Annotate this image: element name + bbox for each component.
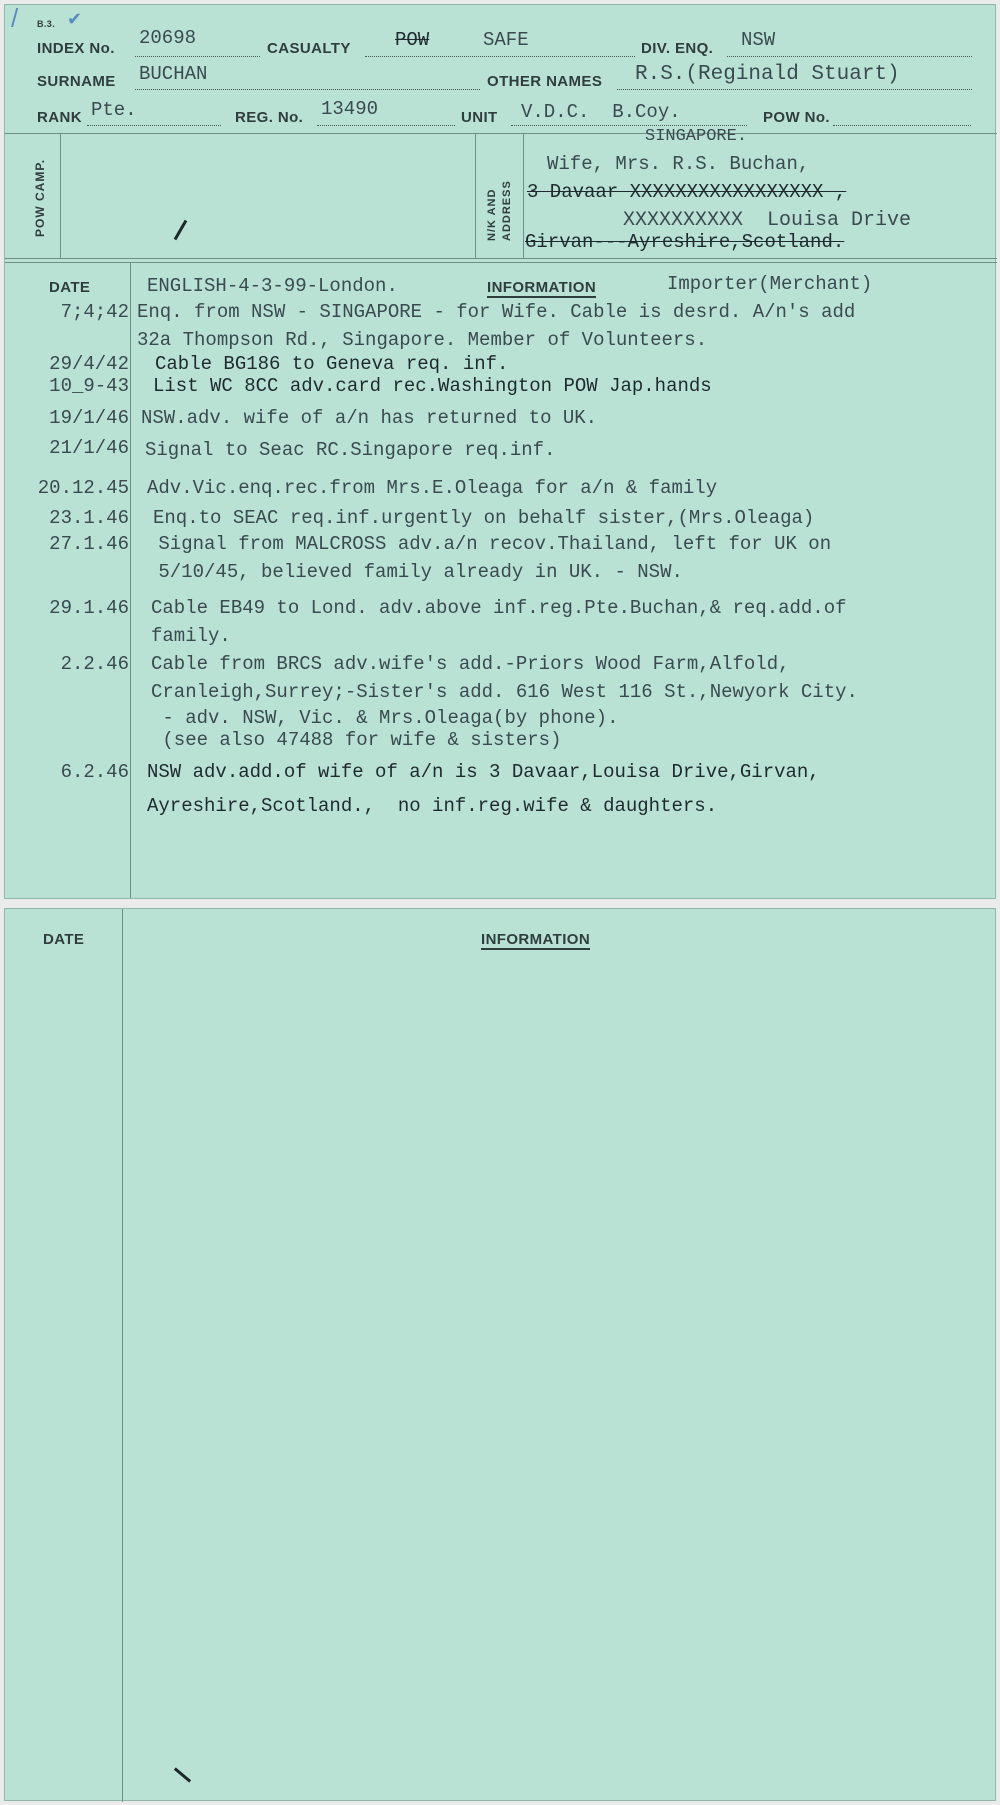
casualty-struck-value: POW — [395, 29, 430, 51]
entry-date: 29/4/42 — [49, 353, 129, 375]
entry-date: 7;4;42 — [60, 301, 129, 323]
pen-mark — [174, 220, 188, 241]
div-enq-label: DIV. ENQ. — [641, 40, 714, 57]
surname-label: SURNAME — [37, 73, 116, 90]
entry-line: 32a Thompson Rd., Singapore. Member of Volunteers. — [137, 329, 708, 351]
entry-date: 27.1.46 — [49, 533, 129, 555]
entry-date: 20.12.45 — [37, 477, 129, 499]
entry-line: Cable BG186 to Geneva req. inf. — [155, 353, 509, 375]
pen-mark — [174, 1767, 191, 1782]
entry-line: List WC 8CC adv.card rec.Washington POW Jap.hands — [153, 375, 712, 397]
reg-no-value: 13490 — [321, 98, 379, 120]
date-column-divider — [130, 262, 131, 898]
div-enq-value: NSW — [741, 29, 776, 51]
date-header: DATE — [49, 279, 91, 296]
other-names-line — [617, 89, 972, 90]
unit-value: V.D.C. B.Coy. — [521, 101, 681, 123]
entry-line: (see also 47488 for wife & sisters) — [151, 729, 562, 751]
entry-line: family. — [151, 625, 231, 647]
index-no-value: 20698 — [139, 27, 197, 49]
pow-camp-label: POW CAMP. — [33, 158, 47, 237]
unit-line — [511, 125, 747, 126]
index-no-label: INDEX No. — [37, 40, 115, 57]
pow-camp-divider — [60, 133, 61, 258]
nk-divider-1 — [475, 133, 476, 258]
entry-date: 19/1/46 — [49, 407, 129, 429]
casualty-line — [365, 56, 635, 57]
other-names-value: R.S.(Reginald Stuart) — [635, 63, 900, 86]
entry-date: 23.1.46 — [49, 507, 129, 529]
index-card-front — [4, 4, 996, 899]
surname-line — [135, 89, 480, 90]
blue-check-mark: ✔ — [67, 9, 83, 29]
entry-line: Ayreshire,Scotland., no inf.reg.wife & daughters. — [147, 795, 718, 817]
reg-no-line — [317, 125, 455, 126]
rank-value: Pte. — [91, 99, 137, 121]
nk-address-label: N/K AND ADDRESS — [486, 180, 513, 241]
entry-line: Enq. from NSW - SINGAPORE - for Wife. Cable is desrd. A/n's add — [137, 301, 856, 323]
back-information-header: INFORMATION — [481, 931, 591, 948]
reg-no-label: REG. No. — [235, 109, 304, 126]
nk-divider-2 — [523, 133, 524, 258]
surname-value: BUCHAN — [139, 63, 208, 85]
rule-bottom-box-1 — [5, 258, 997, 259]
nk-line-1: Wife, Mrs. R.S. Buchan, — [547, 153, 810, 175]
entry-line: Cranleigh,Surrey;-Sister's add. 616 West 116 St.,Newyork City. — [151, 681, 858, 703]
back-date-header: DATE — [43, 931, 85, 948]
index-card-back — [4, 908, 996, 1801]
entry-date: 6.2.46 — [60, 761, 129, 783]
header-line: ENGLISH-4-3-99-London. — [147, 275, 398, 297]
blue-tick-mark: / — [11, 3, 19, 33]
entry-date: 2.2.46 — [60, 653, 129, 675]
rule-top-box — [5, 133, 997, 134]
entry-line: NSW adv.add.of wife of a/n is 3 Davaar,Louisa Drive,Girvan, — [147, 761, 820, 783]
nk-line-3: XXXXXXXXXX Louisa Drive — [623, 209, 912, 232]
unit-note: SINGAPORE. — [645, 127, 748, 146]
entry-line: Cable EB49 to Lond. adv.above inf.reg.Pte.Buchan,& req.add.of — [151, 597, 847, 619]
pow-no-label: POW No. — [763, 109, 830, 126]
casualty-label: CASUALTY — [267, 40, 351, 57]
index-no-line — [135, 56, 260, 57]
entry-line: - adv. NSW, Vic. & Mrs.Oleaga(by phone). — [151, 707, 619, 729]
entry-line: Adv.Vic.enq.rec.from Mrs.E.Oleaga for a/n & family — [147, 477, 718, 499]
entry-date: 10_9-43 — [49, 375, 129, 397]
back-date-column-divider — [122, 909, 123, 1802]
div-enq-line — [727, 56, 972, 57]
entry-line: Signal from MALCROSS adv.a/n recov.Thailand, left for UK on — [147, 533, 832, 555]
form-code: B.3. — [37, 19, 56, 29]
pow-no-line — [833, 125, 971, 126]
unit-label: UNIT — [461, 109, 498, 126]
information-header: INFORMATION — [487, 279, 597, 296]
other-names-label: OTHER NAMES — [487, 73, 603, 90]
rule-bottom-box-2 — [5, 262, 997, 263]
entry-line: NSW.adv. wife of a/n has returned to UK. — [141, 407, 598, 429]
entry-date: 21/1/46 — [49, 437, 129, 459]
rank-line — [87, 125, 221, 126]
entry-line: 5/10/45, believed family already in UK. - NSW. — [147, 561, 683, 583]
nk-line-2: 3 Davaar XXXXXXXXXXXXXXXXX , — [527, 181, 847, 203]
casualty-value: SAFE — [483, 29, 529, 51]
entry-date: 29.1.46 — [49, 597, 129, 619]
rank-label: RANK — [37, 109, 82, 126]
entry-line: Signal to Seac RC.Singapore req.inf. — [145, 439, 556, 461]
entry-line: Enq.to SEAC req.inf.urgently on behalf sister,(Mrs.Oleaga) — [153, 507, 815, 529]
entry-line: Cable from BRCS adv.wife's add.-Priors Wood Farm,Alfold, — [151, 653, 790, 675]
header-note: Importer(Merchant) — [667, 273, 873, 295]
nk-line-4: Girvan---Ayreshire,Scotland. — [525, 231, 845, 253]
